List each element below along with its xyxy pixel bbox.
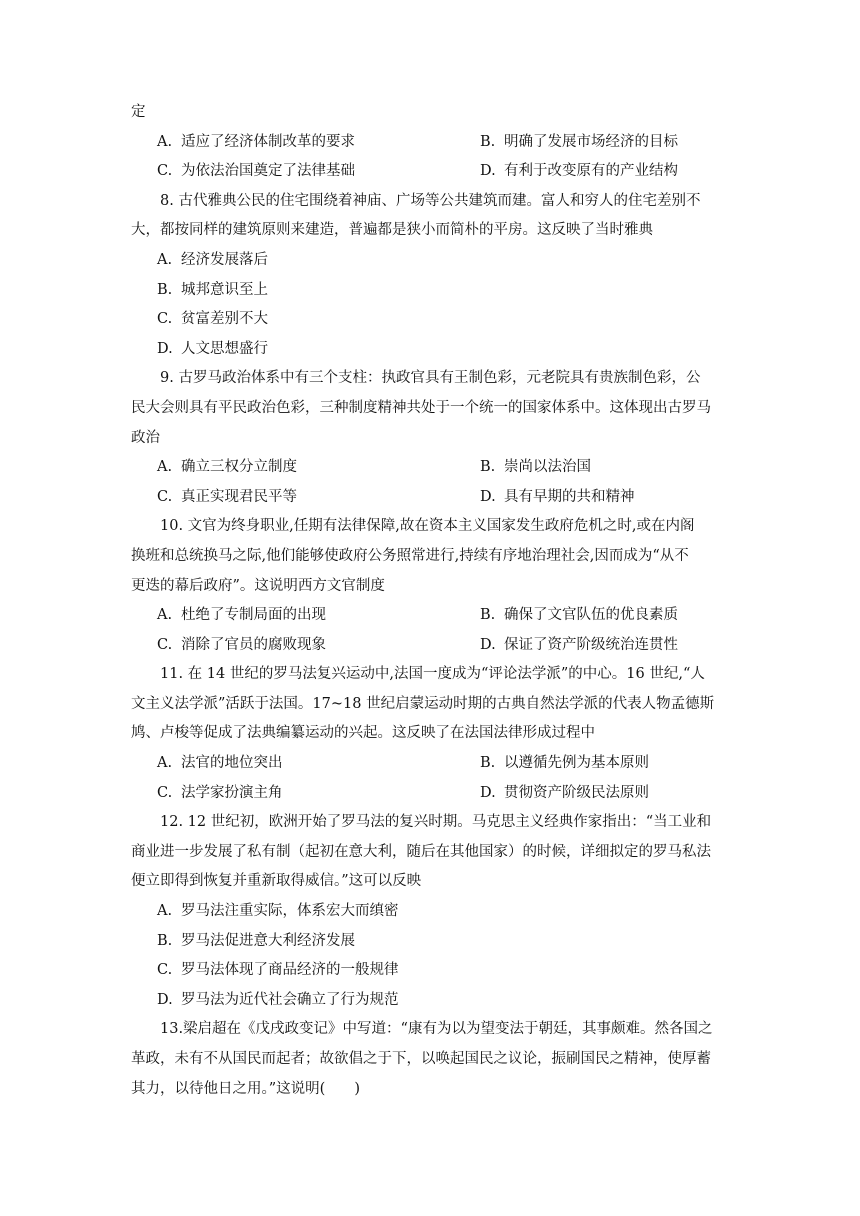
q8-option-b[interactable]: B. 城邦意识至上 [157,281,268,298]
q7-option-a[interactable]: A. 适应了经济体制改革的要求 [157,133,355,150]
q11-options-row-1 [131,749,731,779]
q11-option-a[interactable]: A. 法官的地位突出 [157,755,283,772]
q11-option-c[interactable]: C. 法学家扮演主角 [157,784,283,801]
q11-option-b[interactable]: B. 以遵循先例为基本原则 [480,755,649,772]
q8-option-c[interactable]: C. 贫富差别不大 [157,311,268,328]
q8-option-a[interactable]: A. 经济发展落后 [157,251,268,268]
q7-option-c[interactable]: C. 为依法治国奠定了法律基础 [157,163,355,180]
q9-options-row-1 [131,453,731,483]
q12-stem-line: 便立即得到恢复并重新取得威信。”这可以反映 [131,873,422,890]
q10-option-c[interactable]: C. 消除了官员的腐败现象 [157,636,326,653]
q11-option-d[interactable]: D. 贯彻资产阶级民法原则 [480,784,649,801]
q12-option-a[interactable]: A. 罗马法注重实际，体系宏大而缜密 [157,903,399,920]
q7-option-b[interactable]: B. 明确了发展市场经济的目标 [480,133,678,150]
q11-stem-line: 鸠、卢梭等促成了法典编纂运动的兴起。这反映了在法国法律形成过程中 [131,725,595,742]
q12-option-d[interactable]: D. 罗马法为近代社会确立了行为规范 [157,991,399,1008]
q9-option-d[interactable]: D. 具有早期的共和精神 [480,488,635,505]
q10-options-row-2 [131,631,731,661]
q12-stem-line: 12. 12 世纪初，欧洲开始了罗马法的复兴时期。马克思主义经典作家指出：“当工业和 [160,814,712,831]
q10-stem-line: 更迭的幕后政府”。这说明西方文官制度 [131,577,385,594]
q7-options-row-2 [131,157,731,187]
q9-stem-line: 9. 古罗马政治体系中有三个支柱：执政官具有王制色彩，元老院具有贵族制色彩，公 [160,370,701,387]
q9-stem-line: 民大会则具有平民政治色彩，三种制度精神共处于一个统一的国家体系中。这体现出古罗马 [131,399,711,416]
q10-stem-line: 10. 文官为终身职业,任期有法律保障,故在资本主义国家发生政府危机之时,或在内阁 [160,518,695,535]
q10-option-b[interactable]: B. 确保了文官队伍的优良素质 [480,607,678,624]
q8-stem-line: 8. 古代雅典公民的住宅围绕着神庙、广场等公共建筑而建。富人和穷人的住宅差别不 [160,192,701,209]
q12-stem-line: 商业进一步发展了私有制（起初在意大利，随后在其他国家）的时候，详细拟定的罗马私法 [131,843,711,860]
q10-stem-line: 换班和总统换马之际,他们能够使政府公务照常进行,持续有序地治理社会,因而成为“从不 [131,547,689,564]
q9-option-c[interactable]: C. 真正实现君民平等 [157,488,297,505]
q8-option-d[interactable]: D. 人文思想盛行 [157,340,268,357]
q7-options-row-1 [131,128,731,158]
q10-option-a[interactable]: A. 杜绝了专制局面的出现 [157,607,326,624]
q11-options-row-2 [131,779,731,809]
q11-stem-line: 11. 在 14 世纪的罗马法复兴运动中,法国一度成为“评论法学派”的中心。16 世纪,“人 [160,666,705,683]
q10-option-d[interactable]: D. 保证了资产阶级统治连贯性 [480,636,678,653]
q9-option-a[interactable]: A. 确立三权分立制度 [157,459,297,476]
carry-over-text: 定 [131,104,146,120]
q7-option-d[interactable]: D. 有利于改变原有的产业结构 [480,163,678,180]
q10-options-row-1 [131,601,731,631]
q13-stem-line: 13.梁启超在《戊戌政变记》中写道：“康有为以为望变法于朝廷，其事颇难。然各国之 [160,1021,713,1038]
q8-stem-line: 大，都按同样的建筑原则来建造，普遍都是狭小而简朴的平房。这反映了当时雅典 [131,222,653,239]
page-content [131,98,731,1104]
q13-stem-line: 革政，未有不从国民而起者；故欲倡之于下，以唤起国民之议论，振刷国民之精神，使厚蓄 [131,1051,711,1067]
q12-option-b[interactable]: B. 罗马法促进意大利经济发展 [157,932,355,949]
q9-option-b[interactable]: B. 崇尚以法治国 [480,459,591,476]
q9-stem-line: 政治 [131,429,160,446]
q9-options-row-2 [131,483,731,513]
q11-stem-line: 文主义法学派”活跃于法国。17~18 世纪启蒙运动时期的古典自然法学派的代表人物孟德斯 [131,695,715,712]
q12-option-c[interactable]: C. 罗马法体现了商品经济的一般规律 [157,962,399,979]
q13-stem-line: 其力，以待他日之用。”这说明( ) [131,1080,360,1097]
